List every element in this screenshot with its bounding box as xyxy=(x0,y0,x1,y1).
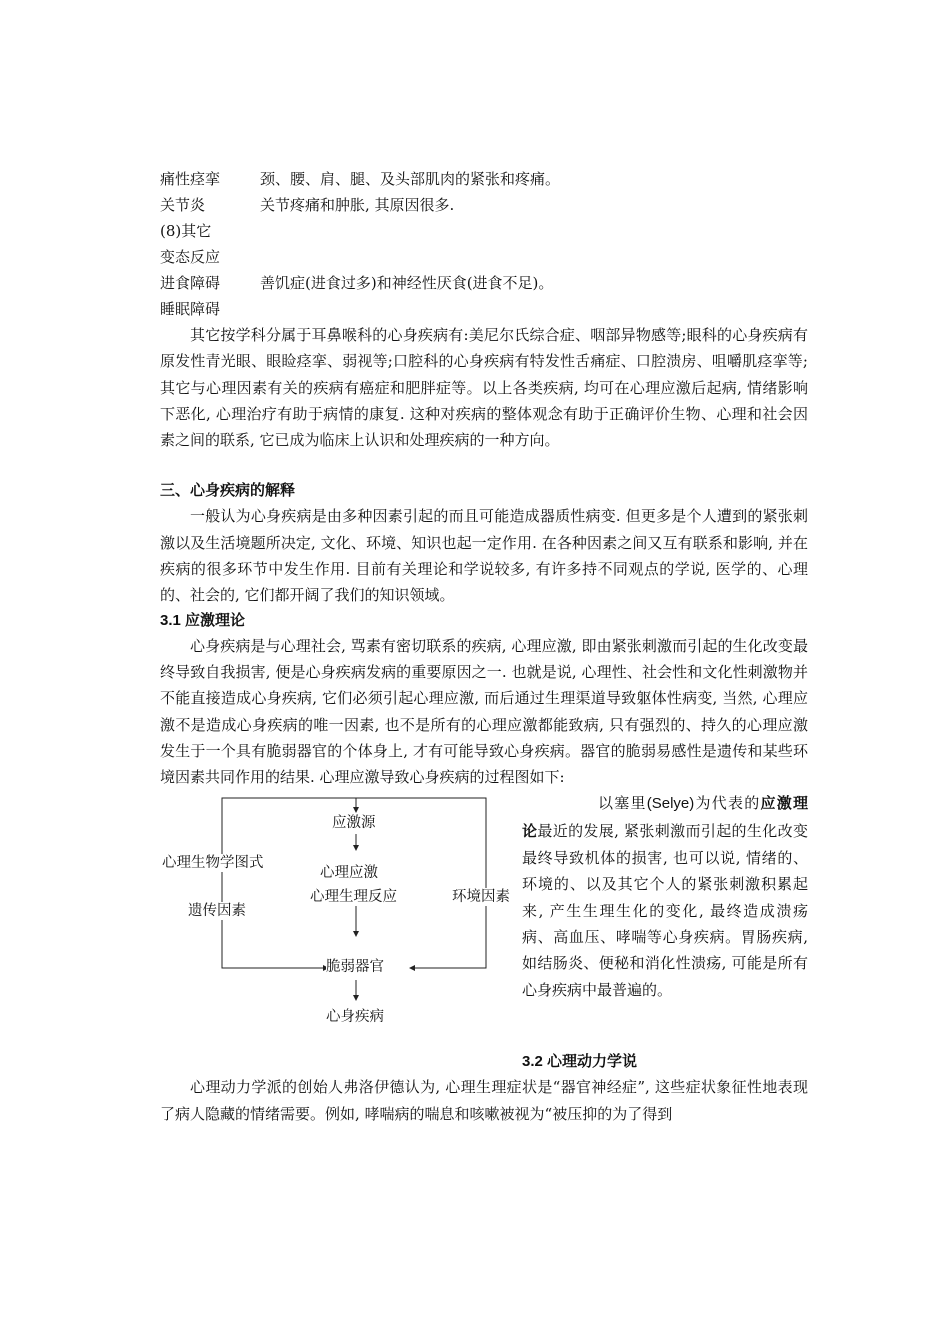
term-row xyxy=(160,296,808,322)
term-name: 痛性痉挛 xyxy=(160,170,221,188)
term-name: 睡眠障碍 xyxy=(160,300,221,318)
term-desc xyxy=(260,218,808,244)
term-desc: 善饥症(进食过多)和神经性厌食(进食不足)。 xyxy=(260,274,554,292)
figure-block xyxy=(160,790,808,1050)
subsection-heading-3-2: 3.2 心理动力学说 xyxy=(522,1053,638,1071)
stress-process-diagram xyxy=(160,790,520,1040)
psychobiological-model-label: 心理生物学图式 xyxy=(162,855,264,872)
term-name: 进食障碍 xyxy=(160,274,221,292)
term-row xyxy=(160,218,808,244)
environment-label: 环境因素 xyxy=(452,889,510,906)
side-text-3: 最近的发展, 紧张刺激而引起的生化改变最终导致机体的损害, 也可以说, 情绪的、环境的、以及其它个人的紧张刺激积累起来, 产生生理生化的变化, 最终造成溃疡病、高血压、哮喘等心身疾病。胃肠疾病, 如结肠炎、便秘和消化性溃疡, 可能是所有心身疾病中最普遍的。 xyxy=(522,821,808,999)
stress-theory-paragraph: 心身疾病是与心理社会, 骂素有密切联系的疾病, 心理应激, 即由紧张刺激而引起的生化改变最终导致自我损害, 便是心身疾病发病的重要原因之一. 也就是说, 心理性、社会性和文化性刺激物并不能直接造成心身疾病, 它们必须引起心理应激, 而后通过生理渠道导致躯体性病变, 当然, 心理应激不是造成心身疾病的唯一因素, 也不是所有的心理应激都能致病, 只有强烈的、持久的心理应激发生于一个具有脆弱器官的个体身上, 才有可能导致心身疾病。器官的脆弱易感性是遗传和某些环境因素共同作用的结果. 心理应激导致心身疾病的过程图如下: xyxy=(160,636,808,787)
spacer xyxy=(160,453,808,477)
psych-stress-label: 心理应激 xyxy=(320,865,378,882)
term-desc: 关节疼痛和肿胀, 其原因很多. xyxy=(260,196,455,214)
term-name: 关节炎 xyxy=(160,196,206,214)
term-row xyxy=(160,192,808,218)
stressor-label: 应激源 xyxy=(332,815,376,832)
section-intro-paragraph: 一般认为心身疾病是由多种因素引起的而且可能造成器质性病变. 但更多是个人遭到的紧张刺激以及生活境题所决定, 文化、环境、知识也起一定作用. 在各种因素之间又互有联系和影响, 并在疾病的很多环节中发生作用. 目前有关理论和学说较多, 有许多持不同观点的学说, 医学的、心理的、社会的, 它们都开阔了我们的知识领域。 xyxy=(160,507,808,605)
selye-name: (Selye) xyxy=(646,795,695,813)
term-row xyxy=(160,270,808,296)
phys-response-label: 心理生理反应 xyxy=(310,889,397,906)
term-desc: 颈、腰、肩、腿、及头部肌肉的紧张和疼痛。 xyxy=(260,170,561,188)
selye-paragraph xyxy=(522,790,808,1002)
term-name: 变态反应 xyxy=(160,248,221,266)
term-row xyxy=(160,166,808,192)
side-text-2: 为代表的 xyxy=(694,794,761,813)
term-row xyxy=(160,244,808,270)
subsection-heading-3-1: 3.1 应激理论 xyxy=(160,611,246,629)
side-text-1: 以塞里 xyxy=(598,794,647,813)
term-desc xyxy=(260,296,808,322)
term-name: (8)其它 xyxy=(160,222,212,240)
document-page xyxy=(160,166,808,1127)
term-desc xyxy=(260,244,808,270)
section-heading: 三、心身疾病的解释 xyxy=(160,481,296,500)
psychosomatic-disease-label: 心身疾病 xyxy=(326,1009,384,1026)
other-diseases-paragraph: 其它按学科分属于耳鼻喉科的心身疾病有:美尼尔氏综合症、咽部异物感等;眼科的心身疾病有原发性青光眼、眼睑痉挛、弱视等;口腔科的心身疾病有特发性舌痛症、口腔溃房、咀嚼肌痉挛等;其它与心理因素有关的疾病有癌症和肥胖症等。以上各类疾病, 均可在心理应激后起病, 情绪影响下恶化, 心理治疗有助于病情的康复. 这种对疾病的整体观念有助于正确评价生物、心理和社会因素之间的联系, 它已成为临床上认识和处理疾病的一种方向。 xyxy=(160,326,808,450)
stress-theory-term: 应激理论 xyxy=(522,795,808,840)
subsection-heading-wrap xyxy=(522,1050,808,1074)
psychodynamic-paragraph: 心理动力学派的创始人弗洛伊德认为, 心理生理症状是“器官神经症”, 这些症状象征性地表现了病人隐藏的情绪需要。例如, 哮喘病的喘息和咳嗽被视为“被压抑的为了得到 xyxy=(160,1078,808,1123)
term-list xyxy=(160,166,808,322)
heredity-label: 遗传因素 xyxy=(188,903,246,920)
vulnerable-organ-label: 脆弱器官 xyxy=(326,959,384,976)
